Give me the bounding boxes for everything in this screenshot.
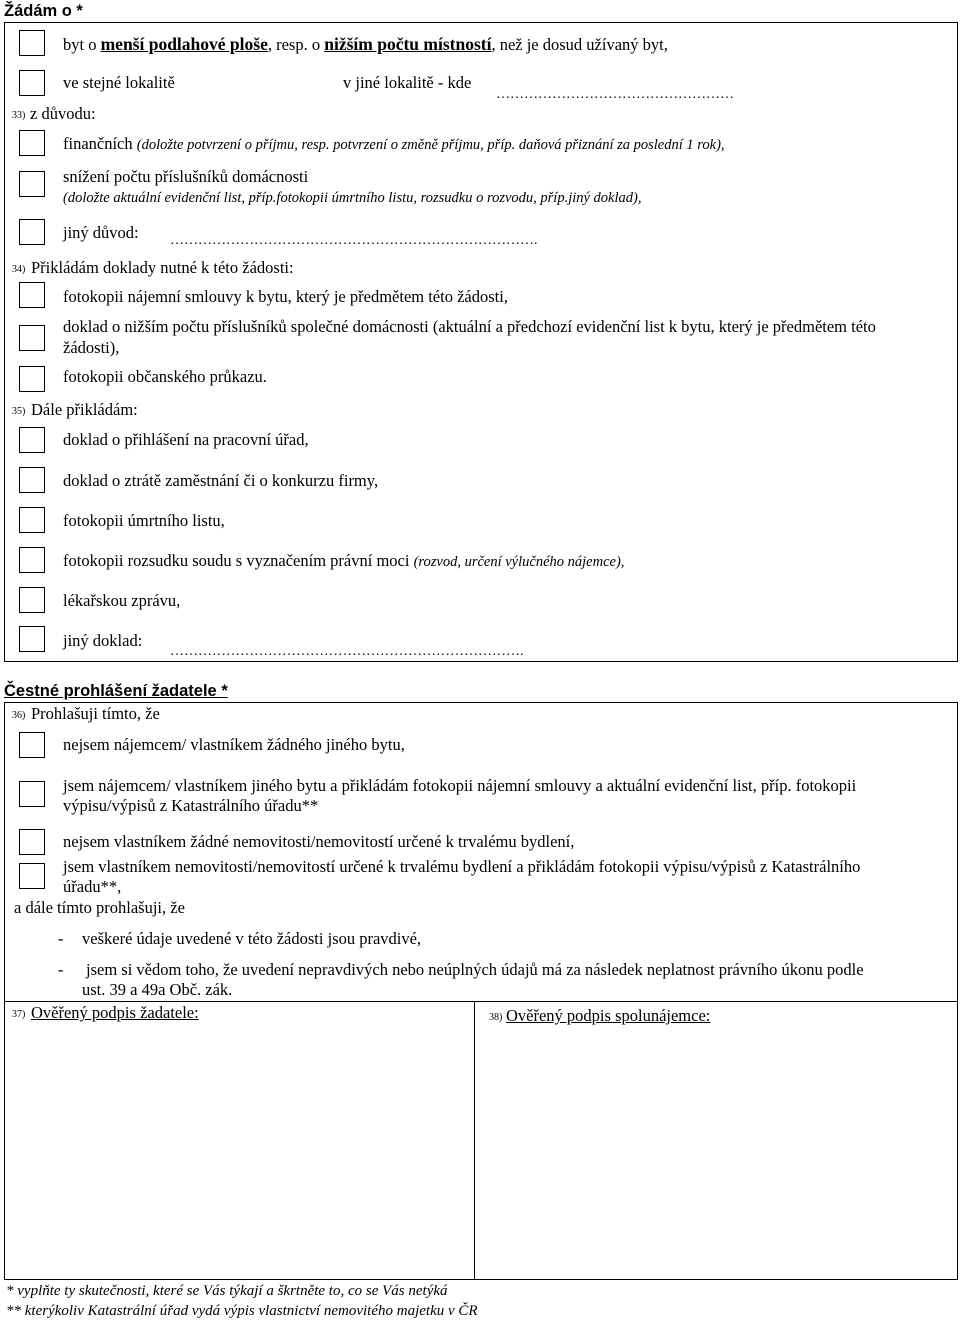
household-reason-label: snížení počtu příslušníků domácnosti [63, 167, 309, 186]
same-location-label: ve stejné lokalitě [63, 73, 175, 92]
financial-reason: finančních (doložte potvrzení o příjmu, resp. potvrzení o změně příjmu, příp. daňová přiznání za poslední 1 rok), [63, 134, 725, 153]
checkbox-financial[interactable] [19, 130, 45, 156]
item-number-38: 38) [489, 1012, 503, 1023]
checkbox-property-owner[interactable] [19, 863, 45, 889]
item-number-36: 36) [12, 710, 26, 721]
declaration-heading: Čestné prohlášení žadatele * [4, 682, 228, 700]
further-other-document: jiný doklad: [63, 631, 143, 650]
further-labour-office: doklad o přihlášení na pracovní úřad, [63, 430, 309, 449]
signature-top-divider [4, 1001, 958, 1002]
further-death-certificate: fotokopii úmrtního listu, [63, 511, 225, 530]
further-job-loss: doklad o ztrátě zaměstnání či o konkurzu firmy, [63, 471, 379, 490]
other-location-field[interactable]: …………………………………………… [496, 87, 734, 102]
checkbox-other-flat[interactable] [19, 781, 45, 807]
signature-divider [474, 1001, 475, 1280]
declaration-truthful: veškeré údaje uvedené v této žádosti jsou pravdivé, [82, 929, 422, 948]
further-medical-report: lékařskou zprávu, [63, 591, 181, 610]
further-label: Dále přikládám: [31, 400, 138, 419]
checkbox-other-document[interactable] [19, 626, 45, 652]
attach-household-proof: doklad o nižším počtu příslušníků společné domácnosti (aktuální a předchozí evidenční list k bytu, který je předmětem této [63, 317, 876, 336]
checkbox-job-loss[interactable] [19, 467, 45, 493]
checkbox-household[interactable] [19, 171, 45, 197]
attach-label: Přikládám doklady nutné k této žádosti: [31, 258, 294, 277]
further-court-ruling: fotokopii rozsudku soudu s vyznačením právní moci (rozvod, určení výlučného nájemce), [63, 551, 625, 570]
request-heading: Žádám o * [4, 2, 83, 20]
declaration-no-other-flat: nejsem nájemcem/ vlastníkem žádného jiného bytu, [63, 735, 405, 754]
footnote-2: ** kterýkoliv Katastrální úřad vydá výpis vlastnictví nemovitého majetku v ČR [6, 1303, 478, 1319]
declaration-aware-cont: ust. 39 a 49a Obč. zák. [82, 980, 233, 999]
other-reason-label: jiný důvod: [63, 223, 139, 242]
declaration-property-owner-cont: úřadu**, [63, 877, 122, 896]
checkbox-same-location[interactable] [19, 70, 45, 96]
reason-label: z důvodu: [30, 104, 96, 123]
attach-household-proof-cont: žádosti), [63, 338, 120, 357]
declaration-other-flat-cont: výpisu/výpisů z Katastrálního úřadu** [63, 796, 319, 815]
signature-applicant-area[interactable] [8, 1028, 470, 1276]
smaller-flat-text: byt o menší podlahové ploše, resp. o nižším počtu místností, než je dosud užívaný byt, [63, 34, 668, 54]
checkbox-no-other-flat[interactable] [19, 732, 45, 758]
declaration-property-owner: jsem vlastníkem nemovitosti/nemovitostí určené k trvalému bydlení a přikládám fotokopii výpisu/výpisů z Katastrálního [63, 857, 861, 876]
bullet-dash-2: - [58, 960, 64, 979]
declaration-other-flat: jsem nájemcem/ vlastníkem jiného bytu a přikládám fotokopii nájemní smlouvy a aktuální evidenční list, příp. fotokopii [63, 776, 857, 795]
item-number-37: 37) [12, 1009, 26, 1020]
checkbox-medical-report[interactable] [19, 587, 45, 613]
signature-cotenant-area[interactable] [480, 1030, 954, 1276]
other-reason-field[interactable]: ……………………………………………………………………. [170, 233, 538, 248]
checkbox-lease-copy[interactable] [19, 282, 45, 308]
attach-id-card: fotokopii občanského průkazu. [63, 367, 267, 386]
declaration-further: a dále tímto prohlašuji, že [14, 898, 185, 917]
checkbox-death-certificate[interactable] [19, 507, 45, 533]
other-location-label: v jiné lokalitě - kde [343, 73, 472, 92]
signature-applicant-label: Ověřený podpis žadatele: [31, 1003, 199, 1022]
checkbox-labour-office[interactable] [19, 427, 45, 453]
household-reason-note: (doložte aktuální evidenční list, příp.fotokopii úmrtního listu, rozsudku o rozvodu, příp.jiný doklad), [63, 190, 642, 206]
checkbox-id-card[interactable] [19, 366, 45, 392]
checkbox-other-reason[interactable] [19, 219, 45, 245]
item-number-34: 34) [12, 264, 26, 275]
footnote-1: * vyplňte ty skutečnosti, které se Vás týkají a škrtněte to, co se Vás netýká [6, 1283, 448, 1299]
declaration-intro: Prohlašuji tímto, že [31, 704, 160, 723]
bullet-dash-1: - [58, 929, 64, 948]
checkbox-no-property[interactable] [19, 829, 45, 855]
other-document-field[interactable]: …………………………………………………………………. [170, 644, 524, 659]
attach-lease-copy: fotokopii nájemní smlouvy k bytu, který je předmětem této žádosti, [63, 287, 508, 306]
signature-cotenant-label: Ověřený podpis spolunájemce: [506, 1006, 711, 1025]
declaration-aware: jsem si vědom toho, že uvedení nepravdivých nebo neúplných údajů má za následek neplatnost právního úkonu podle [86, 960, 864, 979]
checkbox-court-ruling[interactable] [19, 547, 45, 573]
checkbox-smaller-flat[interactable] [19, 30, 45, 56]
declaration-no-property: nejsem vlastníkem žádné nemovitosti/nemovitostí určené k trvalému bydlení, [63, 832, 575, 851]
item-number-35: 35) [12, 406, 26, 417]
item-number-33: 33) [12, 110, 26, 121]
checkbox-household-proof[interactable] [19, 325, 45, 351]
